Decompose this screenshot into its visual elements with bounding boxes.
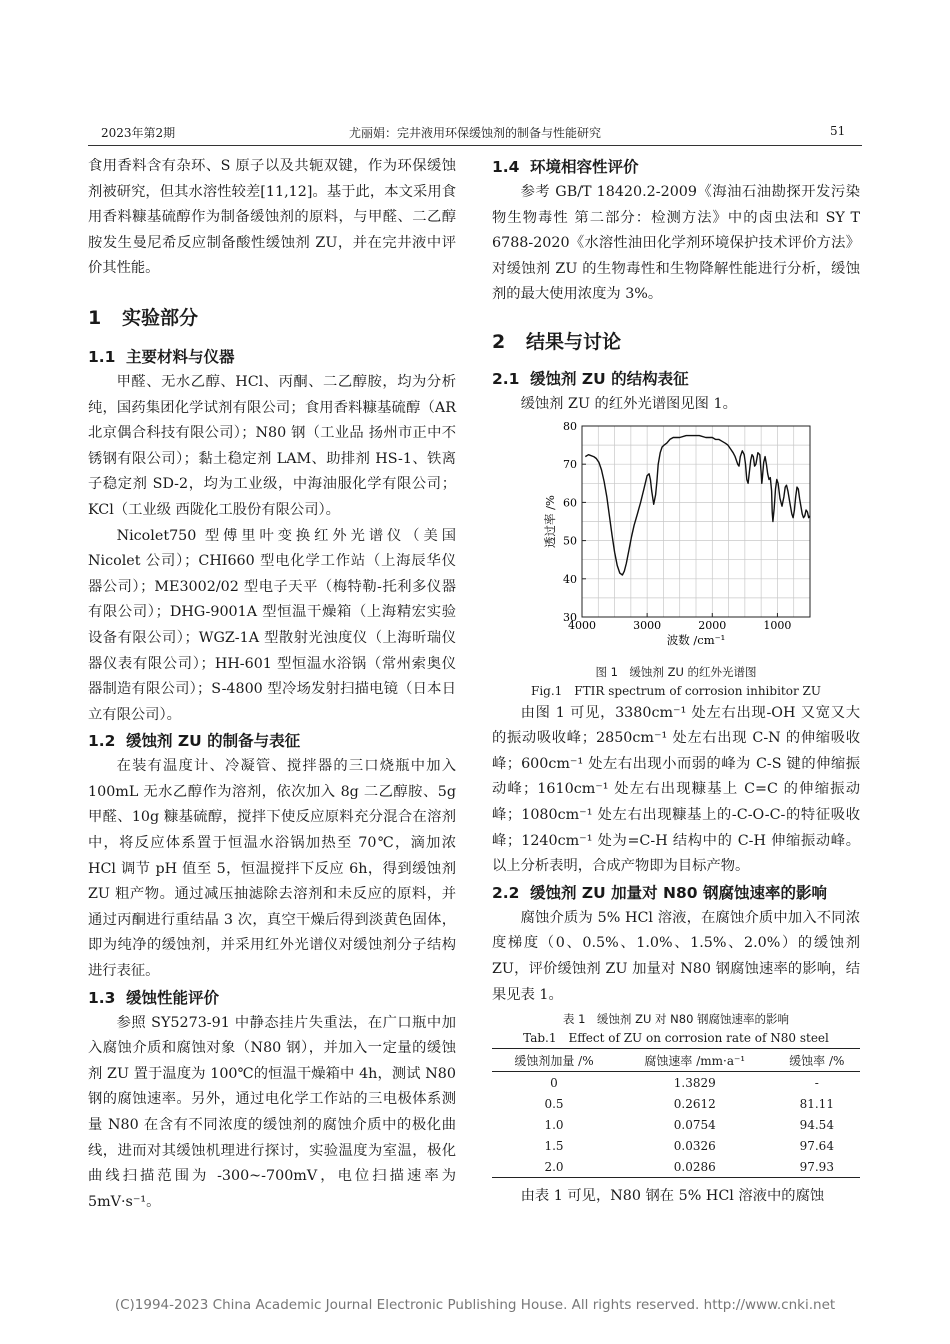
- section-1-3-heading: [88, 985, 456, 1011]
- section-title: 缓蚀剂 ZU 的结构表征: [530, 369, 689, 388]
- section-title: 缓蚀剂 ZU 的制备与表征: [126, 732, 301, 751]
- table-cell: 0.5: [544, 1096, 564, 1111]
- table-header-cell: 缓蚀率 /%: [774, 1049, 860, 1072]
- right-column: [492, 154, 860, 1210]
- table-row: [492, 1114, 860, 1135]
- section-2-heading: [492, 328, 860, 356]
- y-axis-label: 透过率 /%: [543, 494, 557, 548]
- spectrum-line: [585, 435, 810, 574]
- y-tick-label: 70: [563, 457, 577, 471]
- section-number: 1.2: [88, 732, 116, 751]
- section-title: 缓蚀剂 ZU 加量对 N80 钢腐蚀速率的影响: [530, 883, 827, 902]
- table-discussion-paragraph: 由表 1 可见，N80 钢在 5% HCl 溶液中的腐蚀: [520, 1188, 825, 1205]
- section-number: 2.2: [492, 883, 520, 902]
- table-header-cell: 缓蚀剂加量 /%: [492, 1049, 616, 1072]
- x-tick-label: 2000: [698, 618, 727, 632]
- section-title: 实验部分: [122, 306, 199, 329]
- table-cell: 0: [550, 1075, 558, 1090]
- table-row: [492, 1156, 860, 1178]
- left-column: [88, 154, 456, 1215]
- running-title: 尤丽娟：完井液用环保缓蚀剂的制备与性能研究: [348, 126, 601, 140]
- table-cell: 97.64: [799, 1138, 834, 1153]
- section-number: 2.1: [492, 369, 520, 388]
- section-1-4-heading: [492, 154, 860, 180]
- ftir-chart-svg: [492, 418, 860, 663]
- table-cell: 81.11: [799, 1096, 834, 1111]
- table-header-cell: 腐蚀速率 /mm·a⁻¹: [616, 1049, 774, 1072]
- table-cell: -: [814, 1075, 819, 1090]
- figure-caption-zh: 图 1 缓蚀剂 ZU 的红外光谱图: [595, 664, 757, 679]
- table-cell: 0.0754: [673, 1117, 716, 1132]
- intro-paragraph: 食用香料含有杂环、S 原子以及共轭双键，作为环保缓蚀剂被研究，但其水溶性较差[11,12]。基于此，本文采用食用香料糠基硫醇作为制备缓蚀剂的原料，与甲醛、二乙醇胺发生曼尼希反应制备酸性缓蚀剂 ZU，并在完井液中评价其性能。: [88, 158, 456, 277]
- corrosion-rate-table: [492, 1048, 860, 1178]
- y-tick-label: 30: [563, 610, 577, 624]
- evaluation-paragraph: 参照 SY5273-91 中静态挂片失重法，在广口瓶中加入腐蚀介质和腐蚀对象（N80 钢），并加入一定量的缓蚀剂 ZU 置于温度为 100℃的恒温干燥箱中 4h，测试 N80 钢的腐蚀速率。另外，通过电化学工作站的三电极体系测量 N80 在含有不同浓度的缓蚀剂的腐蚀介质中的极化曲线，进而对其缓蚀机理进行探讨，实验温度为室温，极化曲线扫描范围为 -300~-700mV，电位扫描速率为 5mV·s⁻¹。: [88, 1014, 456, 1210]
- section-1-2-heading: [88, 728, 456, 754]
- copyright-footer: (C)1994-2023 China Academic Journal Electronic Publishing House. All rights reserved. http://www.cnki.net: [114, 1297, 836, 1313]
- x-tick-label: 3000: [633, 618, 662, 632]
- instruments-paragraph: Nicolet750 型傅里叶变换红外光谱仪（美国 Nicolet 公司）；CHI660 型电化学工作站（上海辰华仪器公司）；ME3002/02 型电子天平（梅特勒-托利多仪器有限公司）；DHG-9001A 型恒温干燥箱（上海精宏实验设备有限公司）；WGZ-1A 型散射光浊度仪（上海昕瑞仪器仪表有限公司）；HH-601 型恒温水浴锅（常州索奥仪器制造有限公司）；S-4800 型冷场发射扫描电镜（日本日立有限公司）。: [88, 527, 456, 723]
- section-number: 1.1: [88, 347, 116, 366]
- ftir-analysis-paragraph: 由图 1 可见，3380cm⁻¹ 处左右出现-OH 又宽又大的振动吸收峰；2850cm⁻¹ 处左右出现 C-N 的伸缩吸收峰；600cm⁻¹ 处左右出现小而弱的峰为 C-S 键的伸缩振动峰；1610cm⁻¹ 处左右出现糠基上 C=C 的伸缩振动峰；1080cm⁻¹ 处左右出现糠基上的-C-O-C-的特征吸收峰；1240cm⁻¹ 处为=C-H 结构中的 C-H 伸缩振动峰。以上分析表明，合成产物即为目标产物。: [492, 704, 860, 875]
- table-cell: 94.54: [799, 1117, 834, 1132]
- section-number: 1.4: [492, 158, 520, 176]
- table-cell: 0.0326: [673, 1138, 716, 1153]
- table-row: [492, 1093, 860, 1114]
- section-number: 1: [88, 306, 102, 329]
- table-header-row: [492, 1049, 860, 1072]
- ftir-chart: [492, 418, 860, 663]
- section-number: 2: [492, 330, 506, 353]
- y-tick-label: 40: [563, 572, 577, 586]
- section-2-1-heading: [492, 366, 860, 392]
- section-1-1-heading: [88, 344, 456, 370]
- figure-caption-en: Fig.1 FTIR spectrum of corrosion inhibitor ZU: [531, 683, 821, 698]
- table-cell: 1.5: [544, 1138, 564, 1153]
- header-rule: [88, 145, 862, 146]
- materials-paragraph: 甲醛、无水乙醇、HCl、丙酮、二乙醇胺，均为分析纯，国药集团化学试剂有限公司；食用香料糠基硫醇（AR 北京偶合科技有限公司）；N80 钢（工业品 扬州市正中不锈钢有限公司）；黏土稳定剂 LAM、助排剂 HS-1、铁离子稳定剂 SD-2，均为工业级，中海油服化学有限公司；KCl（工业级 西陇化工股份有限公司）。: [88, 373, 456, 518]
- table-row: [492, 1072, 860, 1094]
- journal-issue: 2023年第2期: [101, 126, 176, 140]
- table-cell: 0.2612: [673, 1096, 716, 1111]
- environment-paragraph: 参考 GB/T 18420.2-2009《海油石油勘探开发污染物生物毒性 第二部分：检测方法》中的卤虫法和 SY T 6788-2020《水溶性油田化学剂环境保护技术评价方法》对缓蚀剂 ZU 的生物毒性和生物降解性能进行分析，缓蚀剂的最大使用浓度为 3%。: [492, 184, 860, 303]
- y-tick-label: 80: [563, 419, 577, 433]
- section-title: 缓蚀性能评价: [126, 988, 220, 1007]
- table-cell: 97.93: [774, 1156, 860, 1178]
- table-cell: 1.3829: [673, 1075, 716, 1090]
- table-row: [492, 1135, 860, 1156]
- dosage-paragraph: 腐蚀介质为 5% HCl 溶液，在腐蚀介质中加入不同浓度梯度（0、0.5%、1.0%、1.5%、2.0%）的缓蚀剂 ZU，评价缓蚀剂 ZU 加量对 N80 钢腐蚀速率的影响，结果见表 1。: [492, 909, 860, 1003]
- y-tick-label: 60: [563, 495, 577, 509]
- section-title: 结果与讨论: [526, 330, 622, 353]
- y-tick-label: 50: [563, 534, 577, 548]
- x-axis-label: 波数 /cm⁻¹: [666, 632, 726, 647]
- section-number: 1.3: [88, 988, 116, 1007]
- table-caption-zh: 表 1 缓蚀剂 ZU 对 N80 钢腐蚀速率的影响: [562, 1012, 790, 1027]
- x-tick-label: 1000: [763, 618, 792, 632]
- table-cell: 0.0286: [616, 1156, 774, 1178]
- section-title: 环境相容性评价: [530, 158, 639, 176]
- table-caption-en: Tab.1 Effect of ZU on corrosion rate of N80 steel: [523, 1031, 829, 1046]
- page-number: 51: [830, 124, 846, 138]
- preparation-paragraph: 在装有温度计、冷凝管、搅拌器的三口烧瓶中加入 100mL 无水乙醇作为溶剂，依次加入 8g 二乙醇胺、5g 甲醛、10g 糠基硫醇，搅拌下使反应原料充分混合在溶剂中，将反应体系置于恒温水浴锅加热至 70℃，滴加浓 HCl 调节 pH 值至 5，恒温搅拌下反应 6h，得到缓蚀剂 ZU 粗产物。通过减压抽滤除去溶剂和未反应的原料，并通过丙酮进行重结晶 3 次，真空干燥后得到淡黄色固体，即为纯净的缓蚀剂，并采用红外光谱仪对缓蚀剂分子结构进行表征。: [88, 758, 456, 980]
- x-tick-label: 4000: [568, 618, 596, 632]
- section-1-heading: [88, 304, 456, 332]
- table-cell: 2.0: [492, 1156, 616, 1178]
- section-2-2-heading: [492, 880, 860, 906]
- table-cell: 1.0: [544, 1117, 564, 1132]
- figure-intro: 缓蚀剂 ZU 的红外光谱图见图 1。: [520, 395, 737, 412]
- section-title: 主要材料与仪器: [126, 347, 235, 366]
